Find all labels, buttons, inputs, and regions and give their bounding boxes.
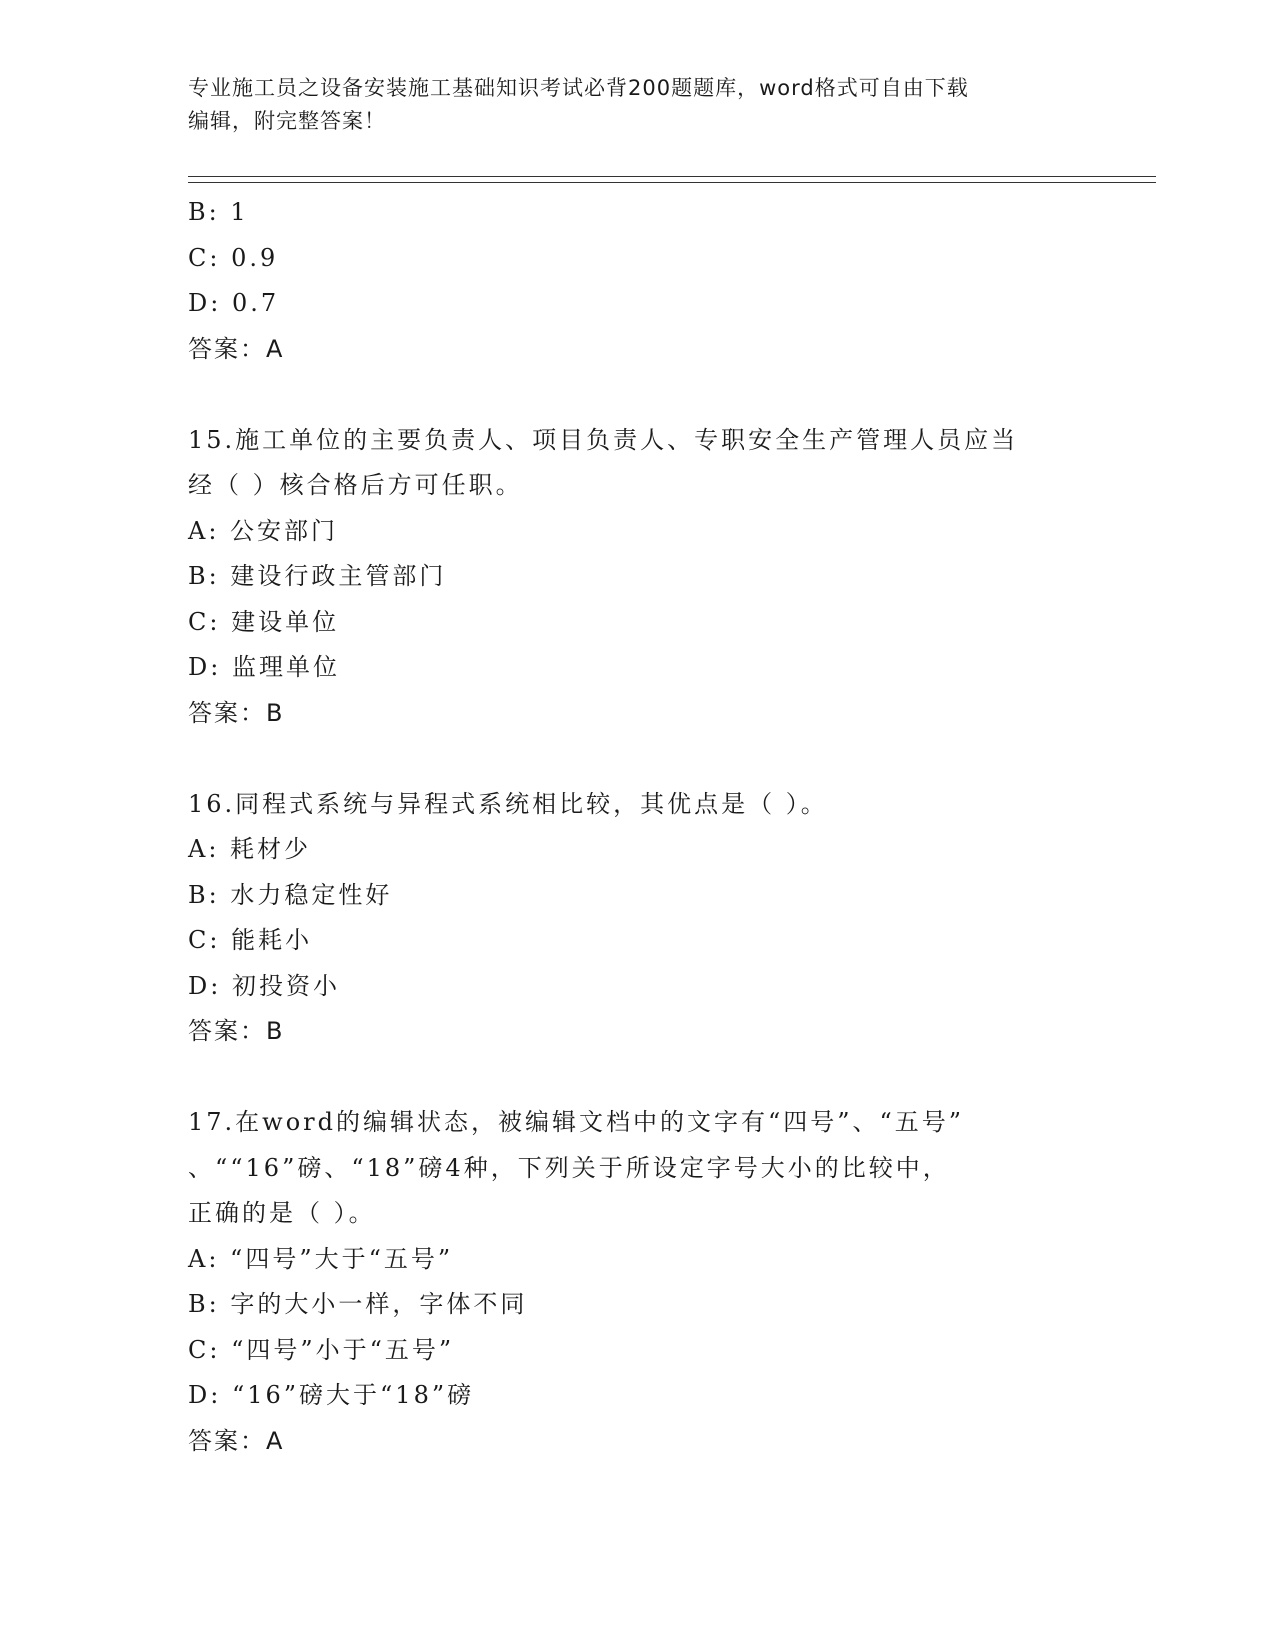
question-16	[188, 782, 1088, 1055]
question-17	[188, 1100, 1088, 1464]
option-d: D: “16”磅大于“18”磅	[188, 1381, 475, 1409]
option-b: B: 水力稳定性好	[188, 880, 393, 909]
answer-line: 答案：B	[188, 1017, 285, 1045]
question-stem-line-1: 16.同程式系统与异程式系统相比较，其优点是（ ）。	[188, 789, 828, 818]
option-d: D: 初投资小	[188, 971, 340, 1000]
option-c: C: 能耗小	[188, 926, 313, 954]
question-stem-line-2: 经（ ）核合格后方可任职。	[188, 471, 523, 499]
option-b: B: 字的大小一样，字体不同	[188, 1290, 528, 1318]
header-title-line-2: 编辑，附完整答案！	[188, 109, 386, 133]
header-divider-bottom	[188, 182, 1156, 183]
option-b: B: 1	[188, 198, 249, 226]
spacer	[188, 372, 1088, 418]
question-stem-line-3: 正确的是（ ）。	[188, 1199, 376, 1227]
option-a: A: 公安部门	[188, 516, 339, 545]
option-c: C: “四号”小于“五号”	[188, 1335, 455, 1364]
answer-line: 答案：A	[188, 334, 285, 363]
spacer	[188, 1055, 1088, 1101]
spacer	[188, 736, 1088, 782]
question-stem-line-1: 15.施工单位的主要负责人、项目负责人、专职安全生产管理人员应当	[188, 425, 1019, 454]
question-15	[188, 418, 1088, 737]
question-stem-line-2: 、““16”磅、“18”磅4种，下列关于所设定字号大小的比较中，	[188, 1153, 950, 1182]
option-d: D: 监理单位	[188, 653, 340, 681]
option-c: C: 0.9	[188, 243, 279, 272]
question-14	[188, 190, 1088, 372]
answer-line: 答案：A	[188, 1426, 285, 1455]
question-stem-line-1: 17.在word的编辑状态，被编辑文档中的文字有“四号”、“五号”	[188, 1108, 965, 1136]
option-a: A: “四号”大于“五号”	[188, 1244, 454, 1273]
option-d: D: 0.7	[188, 289, 280, 317]
header-divider-top	[188, 176, 1156, 177]
option-c: C: 建设单位	[188, 607, 340, 636]
document-header	[188, 72, 1068, 138]
answer-line: 答案：B	[188, 698, 285, 727]
question-content	[188, 190, 1088, 1464]
option-b: B: 建设行政主管部门	[188, 562, 447, 590]
option-a: A: 耗材少	[188, 835, 312, 863]
header-title-line-1: 专业施工员之设备安装施工基础知识考试必背200题题库，word格式可自由下载	[188, 76, 969, 100]
